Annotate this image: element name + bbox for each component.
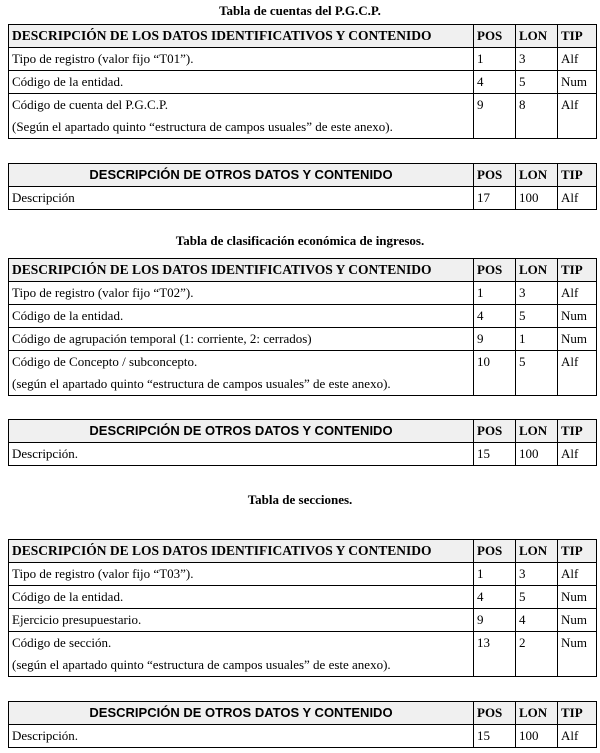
row-lon: 3 — [516, 282, 558, 305]
section-title: Tabla de cuentas del P.G.C.P. — [219, 3, 381, 18]
row-pos: 1 — [474, 563, 516, 586]
col-pos-header: POS — [474, 259, 516, 282]
table-row — [9, 48, 597, 71]
col-pos-header: POS — [474, 702, 516, 725]
ident-table — [8, 24, 597, 139]
row-desc: Ejercicio presupuestario. — [9, 609, 474, 632]
table-row — [9, 328, 597, 351]
col-tip-header: TIP — [558, 702, 597, 725]
row-pos: 4 — [474, 586, 516, 609]
row-pos: 17 — [474, 187, 516, 210]
row-desc: Descripción. — [9, 725, 474, 748]
col-tip-header: TIP — [558, 540, 597, 563]
col-lon-header: LON — [516, 420, 558, 443]
row-desc: Descripción — [9, 187, 474, 210]
row-desc-note: (según el apartado quinto “estructura de campos usuales” de este anexo). — [12, 376, 391, 391]
table-header-row — [9, 702, 597, 725]
ident-header: DESCRIPCIÓN DE LOS DATOS IDENTIFICATIVOS Y CONTENIDO — [9, 540, 474, 563]
table-row — [9, 725, 597, 748]
other-header: DESCRIPCIÓN DE OTROS DATOS Y CONTENIDO — [9, 702, 474, 725]
row-tip: Alf — [558, 48, 597, 71]
ident-table — [8, 258, 597, 396]
row-tip: Alf — [558, 282, 597, 305]
row-desc: Código de agrupación temporal (1: corriente, 2: cerrados) — [9, 328, 474, 351]
row-pos: 9 — [474, 609, 516, 632]
row-lon: 4 — [516, 609, 558, 632]
col-lon-header: LON — [516, 259, 558, 282]
row-tip: Alf — [558, 94, 597, 139]
row-lon: 8 — [516, 94, 558, 139]
col-tip-header: TIP — [558, 259, 597, 282]
row-tip: Num — [558, 632, 597, 677]
col-tip-header: TIP — [558, 25, 597, 48]
row-pos: 9 — [474, 94, 516, 139]
row-tip: Alf — [558, 725, 597, 748]
row-pos: 1 — [474, 48, 516, 71]
section-title: Tabla de secciones. — [247, 492, 353, 507]
row-pos: 10 — [474, 351, 516, 396]
table-header-row — [9, 540, 597, 563]
row-desc: Código de sección. — [12, 635, 112, 650]
row-tip: Num — [558, 305, 597, 328]
row-lon: 3 — [516, 48, 558, 71]
row-tip: Num — [558, 71, 597, 94]
row-pos: 4 — [474, 71, 516, 94]
col-pos-header: POS — [474, 164, 516, 187]
row-lon: 1 — [516, 328, 558, 351]
col-lon-header: LON — [516, 25, 558, 48]
table-row — [9, 609, 597, 632]
row-tip: Num — [558, 328, 597, 351]
table-row — [9, 586, 597, 609]
row-desc-note: (según el apartado quinto “estructura de campos usuales” de este anexo). — [12, 657, 391, 672]
row-tip: Alf — [558, 443, 597, 466]
row-tip: Num — [558, 609, 597, 632]
row-desc: Código de la entidad. — [9, 586, 474, 609]
row-pos: 15 — [474, 443, 516, 466]
ident-table — [8, 539, 597, 677]
table-row — [9, 443, 597, 466]
row-desc: Código de Concepto / subconcepto. — [12, 354, 198, 369]
row-tip: Alf — [558, 351, 597, 396]
table-header-row — [9, 420, 597, 443]
row-pos: 4 — [474, 305, 516, 328]
other-table — [8, 163, 597, 210]
row-lon: 5 — [516, 351, 558, 396]
row-lon: 5 — [516, 586, 558, 609]
other-table — [8, 419, 597, 466]
row-desc-note: (Según el apartado quinto “estructura de campos usuales” de este anexo). — [12, 119, 393, 134]
table-row — [9, 187, 597, 210]
row-desc-cell — [9, 351, 474, 396]
row-pos: 1 — [474, 282, 516, 305]
table-header-row — [9, 259, 597, 282]
row-desc: Código de la entidad. — [9, 71, 474, 94]
row-lon: 3 — [516, 563, 558, 586]
row-lon: 2 — [516, 632, 558, 677]
row-lon: 5 — [516, 305, 558, 328]
col-pos-header: POS — [474, 540, 516, 563]
row-desc: Código de la entidad. — [9, 305, 474, 328]
other-header: DESCRIPCIÓN DE OTROS DATOS Y CONTENIDO — [9, 420, 474, 443]
row-lon: 100 — [516, 187, 558, 210]
table-row — [9, 351, 597, 396]
col-lon-header: LON — [516, 540, 558, 563]
row-desc: Tipo de registro (valor fijo “T02”). — [9, 282, 474, 305]
row-desc: Código de cuenta del P.G.C.P. — [12, 97, 168, 112]
section-title: Tabla de clasificación económica de ingresos. — [175, 233, 425, 248]
col-pos-header: POS — [474, 420, 516, 443]
row-tip: Alf — [558, 187, 597, 210]
row-pos: 9 — [474, 328, 516, 351]
table-header-row — [9, 25, 597, 48]
col-pos-header: POS — [474, 25, 516, 48]
col-tip-header: TIP — [558, 420, 597, 443]
col-lon-header: LON — [516, 164, 558, 187]
row-lon: 100 — [516, 725, 558, 748]
row-desc: Tipo de registro (valor fijo “T03”). — [9, 563, 474, 586]
row-pos: 15 — [474, 725, 516, 748]
col-lon-header: LON — [516, 702, 558, 725]
row-tip: Num — [558, 586, 597, 609]
other-table — [8, 701, 597, 748]
row-desc: Tipo de registro (valor fijo “T01”). — [9, 48, 474, 71]
ident-header: DESCRIPCIÓN DE LOS DATOS IDENTIFICATIVOS Y CONTENIDO — [9, 259, 474, 282]
col-tip-header: TIP — [558, 164, 597, 187]
row-tip: Alf — [558, 563, 597, 586]
row-desc: Descripción. — [9, 443, 474, 466]
table-row — [9, 94, 597, 139]
ident-header: DESCRIPCIÓN DE LOS DATOS IDENTIFICATIVOS Y CONTENIDO — [9, 25, 474, 48]
table-header-row — [9, 164, 597, 187]
row-pos: 13 — [474, 632, 516, 677]
other-header: DESCRIPCIÓN DE OTROS DATOS Y CONTENIDO — [9, 164, 474, 187]
table-row — [9, 305, 597, 328]
row-desc-cell — [9, 94, 474, 139]
table-row — [9, 632, 597, 677]
row-lon: 100 — [516, 443, 558, 466]
row-desc-cell — [9, 632, 474, 677]
table-row — [9, 282, 597, 305]
table-row — [9, 71, 597, 94]
row-lon: 5 — [516, 71, 558, 94]
table-row — [9, 563, 597, 586]
